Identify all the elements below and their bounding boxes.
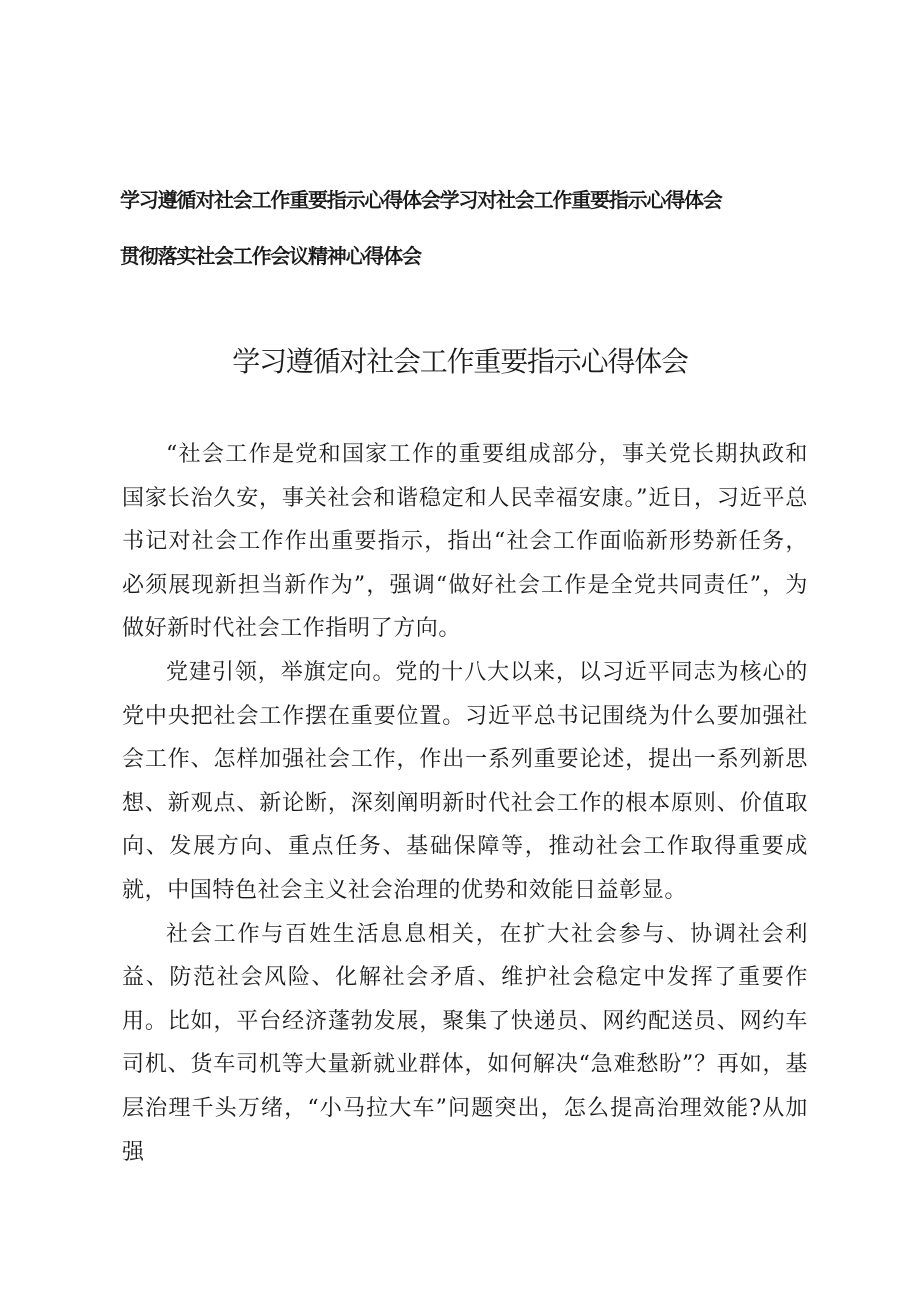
paragraph: 党建引领，举旗定向。党的十八大以来，以习近平同志为核心的党中央把社会工作摆在重要位置。习近平总书记围绕为什么要加强社会工作、怎样加强社会工作，作出一系列重要论述，提出一系列新思想、新观点、新论断，深刻阐明新时代社会工作的根本原则、价值取向、发展方向、重点任务、基础保障等，推动社会工作取得重要成就，中国特色社会主义社会治理的优势和效能日益彰显。 bbox=[122, 659, 808, 903]
paragraph: “社会工作是党和国家工作的重要组成部分，事关党长期执政和国家长治久安，事关社会和谐稳定和人民幸福安康。”近日，习近平总书记对社会工作作出重要指示，指出“社会工作面临新形势新任务，必须展现新担当新作为”，强调“做好社会工作是全党共同责任”，为做好新时代社会工作指明了方向。 bbox=[122, 442, 808, 642]
document-heading-line-1: 学习遵循对社会工作重要指示心得体会学习对社会工作重要指示心得体会 bbox=[120, 188, 722, 212]
document-heading-line-2: 贯彻落实社会工作会议精神心得体会 bbox=[120, 244, 421, 268]
paragraph: 社会工作与百姓生活息息相关，在扩大社会参与、协调社会利益、防范社会风险、化解社会矛盾、维护社会稳定中发挥了重要作用。比如，平台经济蓬勃发展，聚集了快递员、网约配送员、网约车司机、货车司机等大量新就业群体，如何解决“急难愁盼”？再如，基层治理千头万绪，“小马拉大车”问题突出，怎么提高治理效能?从加强 bbox=[122, 921, 808, 1165]
article-body bbox=[122, 433, 808, 1174]
article-title: 学习遵循对社会工作重要指示心得体会 bbox=[232, 345, 688, 378]
